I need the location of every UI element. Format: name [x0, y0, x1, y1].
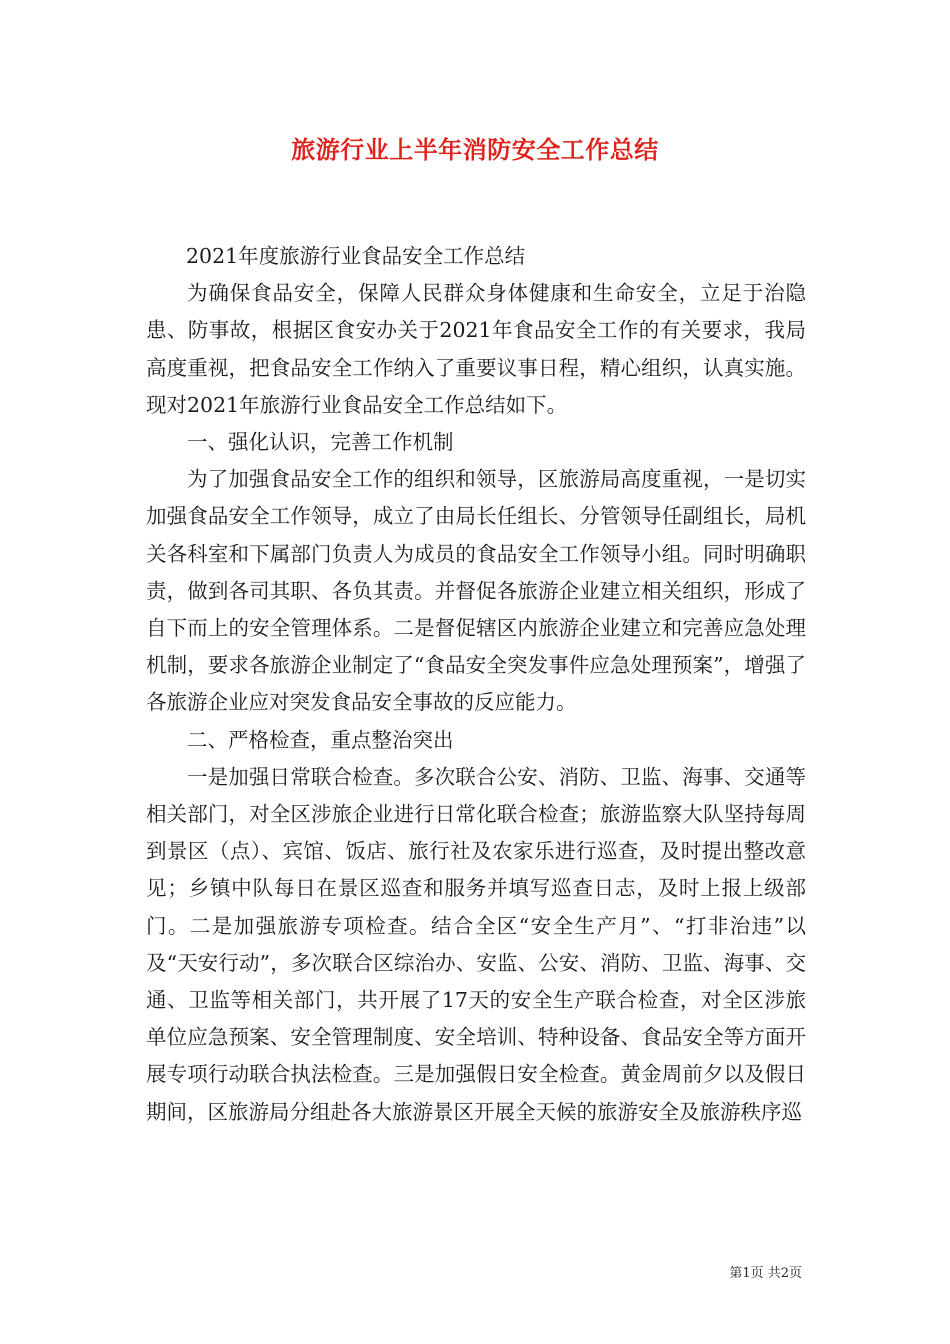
- paragraph-section-1: 为了加强食品安全工作的组织和领导，区旅游局高度重视，一是切实加强食品安全工作领导，成立了由局长任组长、分管领导任副组长，局机关各科室和下属部门负责人为成员的食品安全工作领导小组。同时明确职责，做到各司其职、各负其责。并督促各旅游企业建立相关组织，形成了自下而上的安全管理体系。二是督促辖区内旅游企业建立和完善应急处理机制，要求各旅游企业制定了“食品安全突发事件应急处理预案”，增强了各旅游企业应对突发食品安全事故的反应能力。: [146, 467, 806, 715]
- document-title: 旅游行业上半年消防安全工作总结: [291, 135, 659, 164]
- document-body: [146, 238, 806, 1131]
- document-subtitle: 2021年度旅游行业食品安全工作总结: [186, 244, 526, 268]
- section-heading-2: 二、严格检查，重点整治突出: [187, 727, 454, 752]
- paragraph-section-2: 一是加强日常联合检查。多次联合公安、消防、卫监、海事、交通等相关部门，对全区涉旅企业进行日常化联合检查；旅游监察大队坚持每周到景区（点）、宾馆、饭店、旅行社及农家乐进行巡查，及时提出整改意见；乡镇中队每日在景区巡查和服务并填写巡查日志，及时上报上级部门。二是加强旅游专项检查。结合全区“安全生产月”、“打非治违”以及“天安行动”，多次联合区综治办、安监、公安、消防、卫监、海事、交通、卫监等相关部门，共开展了17天的安全生产联合检查，对全区涉旅单位应急预案、安全管理制度、安全培训、特种设备、食品安全等方面开展专项行动联合执法检查。三是加强假日安全检查。黄金周前夕以及假日期间，区旅游局分组赴各大旅游景区开展全天候的旅游安全及旅游秩序巡: [146, 764, 806, 1124]
- paragraph-intro: 为确保食品安全，保障人民群众身体健康和生命安全，立足于治隐患、防事故，根据区食安办关于2021年食品安全工作的有关要求，我局高度重视，把食品安全工作纳入了重要议事日程，精心组织，认真实施。现对2021年旅游行业食品安全工作总结如下。: [146, 281, 806, 417]
- section-heading-1: 一、强化认识，完善工作机制: [187, 430, 454, 455]
- page-number: 第1页 共2页: [729, 1266, 802, 1281]
